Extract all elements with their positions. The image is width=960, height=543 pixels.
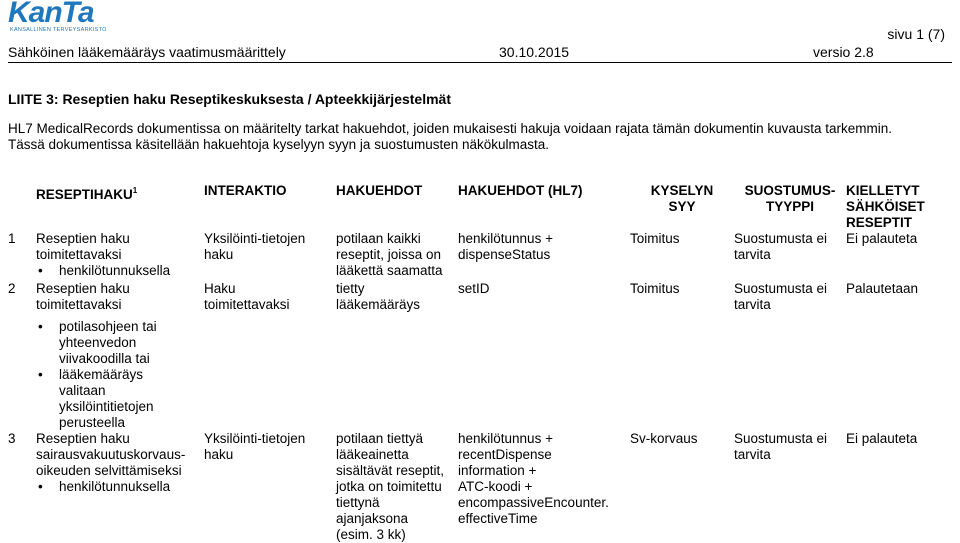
kyselyn-syy-cell: Toimitus: [630, 231, 680, 246]
hakuehdot-hl7-cell: henkilötunnus + recentDispense information + ATC-koodi + encompassiveEncounter. effectiveTime: [458, 431, 609, 526]
suostumustyyppi-cell: Suostumusta ei tarvita: [734, 231, 828, 262]
intro-line-2: Tässä dokumentissa käsitellään hakuehtoja kyselyyn syyn ja suostumusten näkökulmasta.: [8, 137, 550, 152]
intro-text: [8, 121, 892, 153]
kanta-logo: [8, 0, 108, 40]
kielletyt-cell: Ei palauteta: [846, 231, 918, 246]
search-criteria-table: [0, 181, 960, 543]
document-title: Sähköinen lääkemääräys vaatimusmäärittely: [8, 44, 286, 60]
hakuehdot-cell: tietty lääkemääräys: [336, 281, 421, 312]
header-blank: [0, 181, 36, 231]
interaktio-cell: Yksilöinti-tietojen haku: [204, 231, 306, 262]
reseptihaku-cell: Reseptien haku toimitettavaksi • potilasohjeen tai yhteenvedon viivakoodilla tai • lääkemääräys valitaan yksilöintitietojen perusteella: [36, 281, 157, 430]
bullet-icon: •: [38, 479, 43, 494]
bullet-icon: •: [38, 263, 43, 278]
table-row: [0, 281, 960, 431]
document-date: 30.10.2015: [499, 44, 570, 60]
document-version: versio 2.8: [813, 44, 874, 60]
logo-wordmark: KanTa: [8, 0, 94, 29]
interaktio-cell: Yksilöinti-tietojen haku: [204, 431, 306, 462]
header-interaktio: INTERAKTIO: [204, 183, 287, 198]
bullet-icon: •: [38, 367, 43, 382]
logo-subtitle: KANSALLINEN TERVEYSARKISTO: [10, 27, 107, 33]
header-hakuehdot: HAKUEHDOT: [336, 183, 423, 198]
table-header-row: [0, 181, 960, 231]
section-title: LIITE 3: Reseptien haku Reseptikeskuksesta / Apteekkijärjestelmät: [8, 91, 452, 107]
row-number: 2: [8, 281, 16, 296]
kyselyn-syy-cell: Toimitus: [630, 281, 680, 296]
header-suostumustyyppi: SUOSTUMUS- TYYPPI: [744, 183, 836, 214]
reseptihaku-cell: Reseptien haku toimitettavaksi • henkilötunnuksella: [36, 231, 171, 278]
kielletyt-cell: Ei palauteta: [846, 431, 918, 446]
hakuehdot-hl7-cell: setID: [458, 281, 490, 296]
header-kyselyn-syy: KYSELYN SYY: [650, 183, 714, 214]
page-number: sivu 1 (7): [887, 26, 945, 42]
bullet-icon: •: [38, 319, 43, 334]
row-number: 3: [8, 431, 16, 446]
suostumustyyppi-cell: Suostumusta ei tarvita: [734, 431, 828, 462]
header-reseptihaku: RESEPTIHAKU$^1$: [36, 186, 138, 202]
kyselyn-syy-cell: Sv-korvaus: [630, 431, 698, 446]
header-hakuehdot-hl7: HAKUEHDOT (HL7): [458, 183, 583, 198]
reseptihaku-cell: Reseptien haku sairausvakuutuskorvaus- oikeuden selvittämiseksi • henkilötunnuksella: [36, 431, 186, 494]
table-row: [0, 431, 960, 543]
suostumustyyppi-cell: Suostumusta ei tarvita: [734, 281, 828, 312]
intro-line-1: HL7 MedicalRecords dokumentissa on määritelty tarkat hakuehdot, joiden mukaisesti hakuja voidaan rajata tämän dokumentin kuvausta tarkemmin.: [8, 121, 892, 136]
header-divider: [8, 62, 952, 63]
hakuehdot-cell: potilaan tiettyä lääkeainetta sisältävät reseptit, jotka on toimitettu tiettynä ajanjaksona (esim. 3 kk): [336, 431, 445, 542]
kielletyt-cell: Palautetaan: [846, 281, 919, 296]
hakuehdot-cell: potilaan kaikki reseptit, joissa on lääkettä saamatta: [336, 231, 443, 278]
row-number: 1: [8, 231, 16, 246]
header-kielletyt: KIELLETYT SÄHKÖISET RESEPTIT: [846, 183, 925, 230]
table-row: [0, 231, 960, 281]
interaktio-cell: Haku toimitettavaksi: [204, 281, 290, 312]
hakuehdot-hl7-cell: henkilötunnus + dispenseStatus: [458, 231, 553, 262]
